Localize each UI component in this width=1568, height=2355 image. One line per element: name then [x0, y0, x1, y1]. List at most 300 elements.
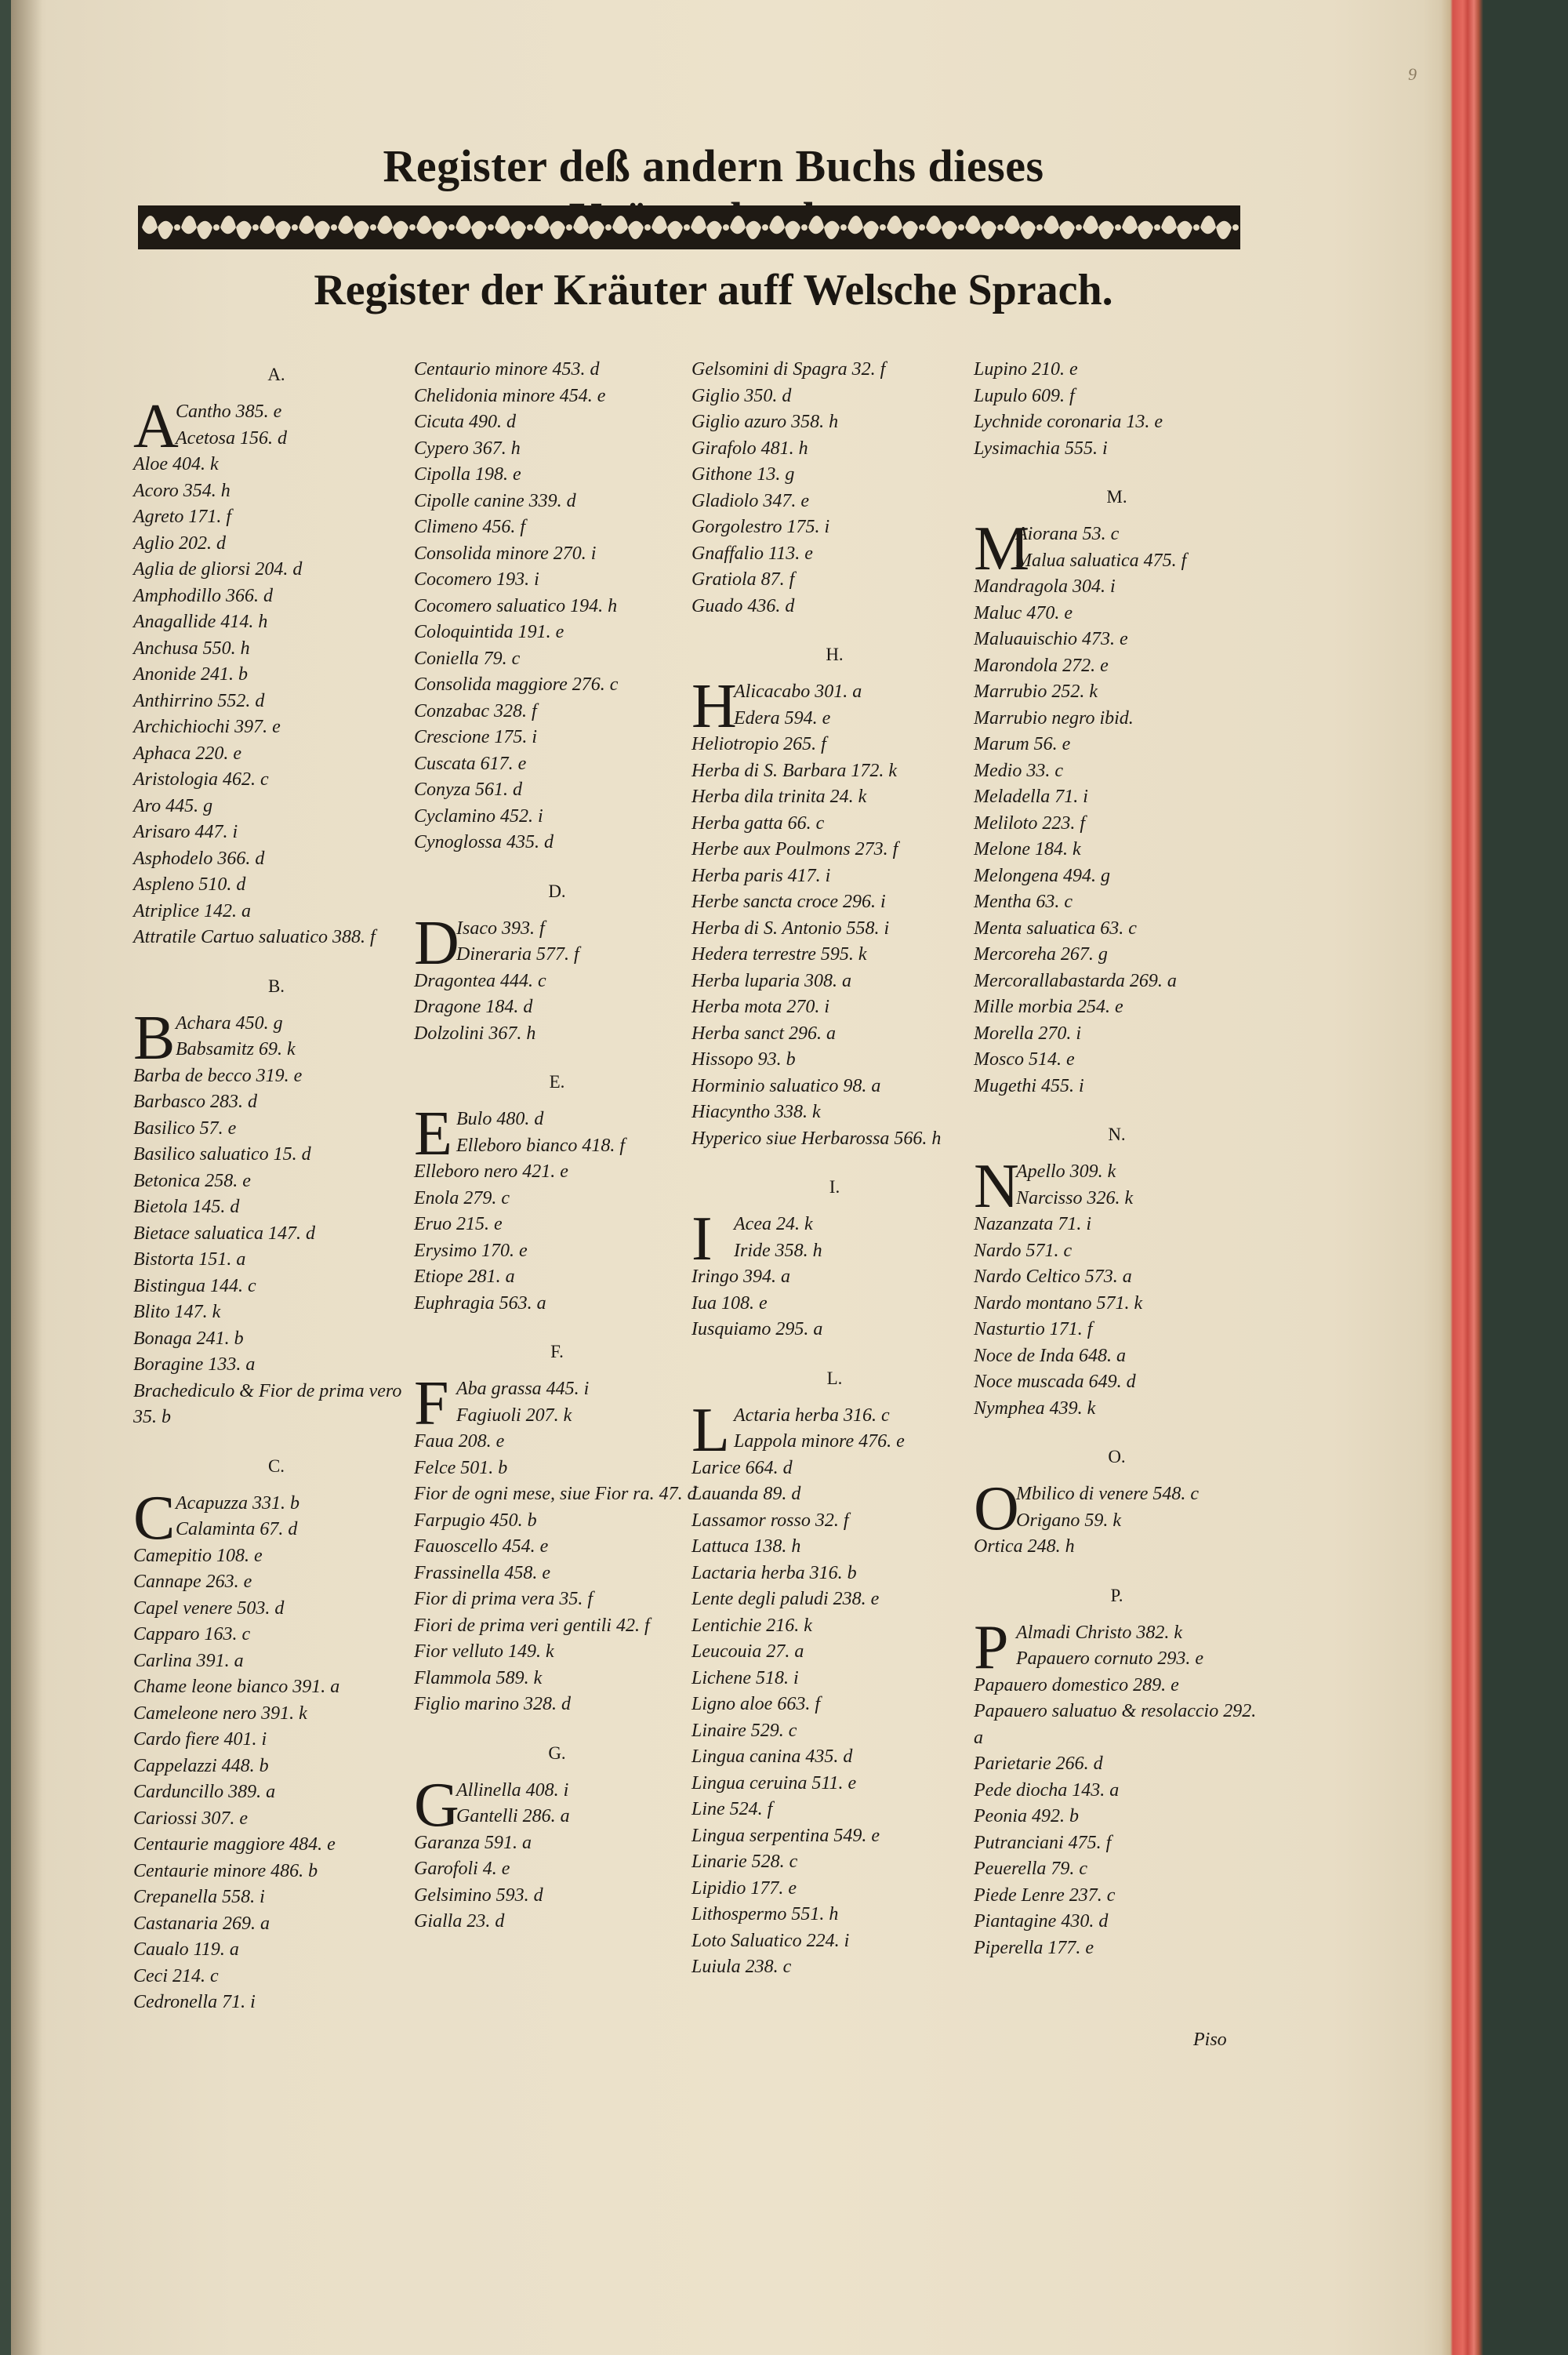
entry-text: Crepanella 558. i — [133, 1887, 265, 1907]
ornament-dot — [370, 224, 376, 231]
section-gap — [414, 1047, 700, 1064]
entry-text: Lassamor rosso 32. f — [691, 1510, 849, 1531]
ornament-dot — [331, 224, 337, 231]
index-entry — [974, 1369, 1260, 1396]
entry-text: Mosco 514. e — [974, 1049, 1075, 1070]
entry-text: Lychnide coronaria 13. e — [974, 412, 1163, 432]
entry-text: Noce muscada 649. d — [974, 1372, 1136, 1392]
catchword: Piso — [1193, 2030, 1227, 2050]
drop-initial: N — [974, 1152, 1019, 1221]
index-entry — [974, 1508, 1260, 1535]
entry-text: Frassinella 458. e — [414, 1562, 550, 1583]
entry-text: Linaire 529. c — [691, 1720, 797, 1741]
entry-text: Fior de ogni mese, siue Fior ra. 47. d — [414, 1484, 697, 1504]
index-entry — [414, 462, 700, 489]
entry-text: Dragontea 444. c — [414, 970, 546, 991]
entry-text: Crescione 175. i — [414, 727, 538, 747]
index-entry — [414, 567, 700, 594]
entry-text: Herbe aux Poulmons 273. f — [691, 839, 898, 860]
ornament-dot — [605, 224, 612, 231]
entry-text: Luiula 238. c — [691, 1957, 792, 1977]
ornament-dot — [840, 224, 847, 231]
entry-text: Larice 664. d — [691, 1457, 793, 1478]
entry-text: Cannape 263. e — [133, 1572, 252, 1592]
entry-text: Ortica 248. h — [974, 1536, 1075, 1557]
index-section — [974, 1583, 1260, 1979]
index-entry — [974, 1883, 1260, 1910]
index-entry — [133, 1037, 419, 1063]
entry-text: Isaco 393. f — [456, 918, 545, 939]
entry-text: Herba dila trinita 24. k — [691, 787, 867, 807]
index-entry — [133, 925, 419, 951]
folio-mark: 9 — [1408, 64, 1417, 84]
ornament-dot — [644, 224, 651, 231]
index-entry — [974, 1074, 1260, 1100]
index-entry — [414, 1804, 700, 1830]
entry-text: Fauoscello 454. e — [414, 1536, 549, 1557]
entry-text: Lentichie 216. k — [691, 1615, 812, 1636]
section-gap — [974, 1099, 1260, 1117]
entry-text: Githone 13. g — [691, 464, 795, 485]
index-entry — [414, 646, 700, 673]
index-entry — [691, 1876, 978, 1903]
entry-text: Allinella 408. i — [456, 1779, 569, 1801]
ornament-dot — [527, 224, 533, 231]
ornament-band — [138, 205, 1240, 249]
entry-text: Coniella 79. c — [414, 648, 521, 669]
index-entry — [974, 1264, 1260, 1291]
index-entry — [133, 1884, 419, 1911]
index-section — [414, 1740, 700, 1953]
drop-initial: G — [414, 1770, 459, 1840]
index-entry — [691, 1797, 978, 1823]
entry-text: Herba paris 417. i — [691, 865, 831, 886]
index-entry — [414, 1403, 700, 1430]
index-entry — [974, 679, 1260, 706]
entry-text: Papauero cornuto 293. e — [1016, 1648, 1204, 1669]
entry-text: Cynoglossa 435. d — [414, 832, 554, 852]
index-entry — [691, 357, 978, 383]
index-section — [974, 1444, 1260, 1578]
entry-text: Loto Saluatico 224. i — [691, 1930, 850, 1951]
entry-text: Cuscata 617. e — [414, 753, 527, 774]
entry-text: Fagiuoli 207. k — [456, 1405, 572, 1426]
ornament-dot — [880, 224, 886, 231]
index-entry — [691, 863, 978, 890]
entry-text: Marrubio negro ibid. — [974, 707, 1134, 729]
entry-text: Bietace saluatica 147. d — [133, 1223, 315, 1244]
entry-text: Aglio 202. d — [133, 532, 226, 554]
ornament-dot — [997, 224, 1004, 231]
index-section — [974, 1121, 1260, 1439]
entry-text: Nymphea 439. k — [974, 1397, 1096, 1419]
index-entry — [133, 820, 419, 846]
drop-initial: D — [414, 908, 459, 978]
entry-text: Atriplice 142. a — [133, 900, 251, 921]
entry-text: Lappola minore 476. e — [734, 1431, 905, 1452]
index-entry — [133, 1701, 419, 1728]
index-entry — [133, 1517, 419, 1543]
index-entry — [974, 732, 1260, 758]
index-entry — [414, 994, 700, 1021]
entry-text: Archichiochi 397. e — [133, 717, 281, 737]
entry-text: Edera 594. e — [734, 707, 831, 729]
index-entry — [414, 672, 700, 699]
index-entry — [691, 1508, 978, 1535]
entry-text: Enola 279. c — [414, 1187, 510, 1208]
entry-text: Cicuta 490. d — [414, 412, 516, 432]
ornament-dot — [1076, 224, 1082, 231]
index-entry — [414, 594, 700, 620]
ornament-dot — [762, 224, 768, 231]
index-entry — [414, 804, 700, 830]
index-entry — [974, 383, 1260, 410]
entry-text: Ceci 214. c — [133, 1965, 219, 1986]
entry-text: Nazanzata 71. i — [974, 1214, 1092, 1234]
index-entry — [974, 994, 1260, 1021]
index-entry — [974, 863, 1260, 890]
entry-text: Peonia 492. b — [974, 1806, 1079, 1826]
index-entry — [133, 1832, 419, 1859]
entry-text: Cyclamino 452. i — [414, 805, 543, 827]
entry-text: Menta saluatica 63. c — [974, 918, 1137, 939]
entry-text: Iringo 394. a — [691, 1267, 790, 1287]
index-entry — [414, 1883, 700, 1910]
entry-text: Piperella 177. e — [974, 1937, 1094, 1958]
entry-text: Capparo 163. c — [133, 1624, 251, 1645]
entry-text: Cardo fiere 401. i — [133, 1729, 267, 1750]
index-entry — [414, 620, 700, 646]
entry-text: Consolida maggiore 276. c — [414, 674, 619, 695]
index-entry — [691, 1047, 978, 1074]
entry-text: Herba luparia 308. a — [691, 970, 851, 991]
index-entry — [414, 830, 700, 856]
entry-text: Fior di prima vera 35. f — [414, 1589, 593, 1609]
entry-text: Bistingua 144. c — [133, 1275, 256, 1296]
entry-text: Piantagine 430. d — [974, 1911, 1109, 1932]
entry-text: Marondola 272. e — [974, 655, 1109, 676]
entry-text: Iride 358. h — [734, 1240, 822, 1261]
index-entry — [974, 1021, 1260, 1048]
index-section — [974, 357, 1260, 479]
index-entry — [414, 514, 700, 541]
index-entry — [691, 409, 978, 436]
entry-text: Apello 309. k — [1016, 1161, 1116, 1182]
ornament-dot — [292, 224, 298, 231]
entry-text: Lauanda 89. d — [691, 1484, 801, 1504]
ornament-dot — [1232, 224, 1239, 231]
entry-text: Chame leone bianco 391. a — [133, 1677, 340, 1697]
entry-text: Melone 184. k — [974, 839, 1081, 860]
index-entry — [974, 627, 1260, 653]
entry-text: Bulo 480. d — [456, 1109, 544, 1129]
index-entry — [133, 1648, 419, 1675]
index-entry — [133, 1247, 419, 1274]
ornament-dot — [252, 224, 259, 231]
index-entry — [414, 725, 700, 751]
entry-text: Horminio saluatico 98. a — [691, 1075, 881, 1096]
index-entry — [974, 1804, 1260, 1830]
index-entry — [414, 1212, 700, 1238]
index-entry — [691, 969, 978, 995]
entry-text: Conzabac 328. f — [414, 700, 537, 721]
ornament-dot — [566, 224, 572, 231]
entry-text: Boragine 133. a — [133, 1354, 256, 1375]
entry-text: Anagallide 414. h — [133, 612, 268, 632]
entry-text: Arisaro 447. i — [133, 822, 238, 842]
entry-text: Anonide 241. b — [133, 664, 248, 685]
section-gap — [974, 1961, 1260, 1979]
entry-text: Calaminta 67. d — [176, 1519, 298, 1539]
index-entry — [414, 383, 700, 410]
index-entry — [133, 1569, 419, 1596]
index-entry — [133, 609, 419, 636]
index-entry — [133, 1299, 419, 1326]
entry-text: Gladiolo 347. e — [691, 490, 809, 511]
entry-text: Leucouia 27. a — [691, 1641, 804, 1662]
section-gap — [414, 1935, 700, 1953]
entry-text: Nardo montano 571. k — [974, 1292, 1143, 1314]
index-entry — [691, 811, 978, 838]
entry-text: Basilico saluatico 15. d — [133, 1144, 311, 1165]
index-column-2 — [414, 357, 700, 1953]
entry-text: Cameleone nero 391. k — [133, 1703, 307, 1724]
entry-text: Mandragola 304. i — [974, 576, 1116, 597]
ornament-dot — [213, 224, 220, 231]
entry-text: Babsamitz 69. k — [176, 1039, 296, 1059]
index-entry — [133, 1116, 419, 1143]
index-entry — [133, 478, 419, 505]
index-entry — [974, 653, 1260, 680]
index-section — [691, 1174, 978, 1361]
ornament-dot — [1036, 224, 1043, 231]
index-entry — [414, 1666, 700, 1692]
entry-text: Lichene 518. i — [691, 1667, 799, 1688]
index-entry — [414, 751, 700, 778]
entry-text: Acetosa 156. d — [176, 427, 287, 449]
section-gap — [691, 1343, 978, 1361]
ornament-dot — [1154, 224, 1160, 231]
entry-text: Cariossi 307. e — [133, 1808, 249, 1829]
index-entry — [691, 1021, 978, 1048]
index-entry — [414, 1481, 700, 1508]
index-entry — [691, 1238, 978, 1265]
entry-text: Papauero domestico 289. e — [974, 1674, 1179, 1695]
index-entry — [133, 689, 419, 715]
entry-text: Bistorta 151. a — [133, 1249, 246, 1270]
index-entry — [974, 1238, 1260, 1265]
entry-text: Chelidonia minore 454. e — [414, 385, 606, 406]
index-entry — [133, 1964, 419, 1990]
entry-text: Putranciani 475. f — [974, 1832, 1112, 1853]
index-entry — [133, 1352, 419, 1379]
entry-text: Centaurie minore 486. b — [133, 1860, 318, 1881]
index-entry — [414, 1508, 700, 1535]
index-entry — [133, 504, 419, 531]
entry-text: Mentha 63. c — [974, 892, 1073, 912]
index-entry — [691, 942, 978, 969]
entry-text: Parietarie 266. d — [974, 1754, 1103, 1774]
index-entry — [414, 1133, 700, 1160]
index-entry — [974, 409, 1260, 436]
entry-text: Barbasco 283. d — [133, 1092, 257, 1112]
index-entry — [691, 837, 978, 863]
index-section — [691, 641, 978, 1169]
index-entry — [691, 541, 978, 568]
index-entry — [974, 758, 1260, 785]
entry-text: Lingua canina 435. d — [691, 1746, 853, 1767]
entry-text: Mille morbia 254. e — [974, 997, 1123, 1017]
index-entry — [414, 1692, 700, 1718]
index-entry — [414, 1613, 700, 1640]
drop-initial: H — [691, 672, 737, 741]
entry-text: Anchusa 550. h — [133, 638, 250, 659]
entry-text: Lente degli paludi 238. e — [691, 1589, 880, 1609]
entry-text: Herbe sancta croce 296. i — [691, 892, 886, 912]
entry-text: Anthirrino 552. d — [133, 690, 265, 711]
entry-text: Achara 450. g — [176, 1012, 283, 1034]
index-entry — [133, 1142, 419, 1168]
entry-text: Origano 59. k — [1016, 1510, 1121, 1531]
drop-initial: O — [974, 1474, 1019, 1543]
index-entry — [414, 489, 700, 515]
entry-text: Gelsomini di Spagra 32. f — [691, 359, 886, 380]
index-entry — [974, 1830, 1260, 1857]
entry-text: Almadi Christo 382. k — [1016, 1622, 1183, 1643]
entry-text: Hedera terrestre 595. k — [691, 944, 867, 965]
index-entry — [974, 1646, 1260, 1673]
index-section — [974, 484, 1260, 1117]
ornament-dot — [1193, 224, 1200, 231]
entry-text: Maluc 470. e — [974, 602, 1073, 623]
entry-text: Iusquiamo 295. a — [691, 1319, 823, 1339]
entry-text: Aba grassa 445. i — [456, 1379, 590, 1399]
index-column-1 — [133, 357, 419, 2033]
entry-text: Giglio 350. d — [691, 385, 792, 406]
index-entry — [974, 601, 1260, 627]
index-entry — [974, 1291, 1260, 1317]
entry-text: Giglio azuro 358. h — [691, 412, 839, 432]
entry-text: Consolida minore 270. i — [414, 543, 597, 564]
entry-text: Cocomero saluatico 194. h — [414, 595, 618, 616]
entry-text: Ligno aloe 663. f — [691, 1694, 821, 1714]
index-entry — [691, 594, 978, 620]
section-letter: M. — [1106, 487, 1127, 507]
index-entry — [691, 1291, 978, 1317]
ornament-dot — [409, 224, 416, 231]
entry-text: Felce 501. b — [414, 1457, 508, 1478]
section-gap — [133, 1431, 419, 1448]
section-gap — [974, 1561, 1260, 1578]
entry-text: Centaurio minore 453. d — [414, 359, 600, 380]
index-entry — [133, 846, 419, 873]
entry-text: Nasturtio 171. f — [974, 1319, 1093, 1339]
index-entry — [974, 1317, 1260, 1343]
drop-initial: M — [974, 514, 1030, 583]
index-entry — [133, 662, 419, 689]
section-letter: O. — [1108, 1447, 1126, 1466]
index-section — [133, 362, 419, 969]
index-entry — [691, 1718, 978, 1745]
index-entry — [691, 462, 978, 489]
drop-initial: I — [691, 1205, 713, 1274]
index-entry — [133, 741, 419, 768]
ornament-dot — [684, 224, 690, 231]
index-entry — [691, 1902, 978, 1928]
register-title: Register deß andern Buchs dieses — [383, 140, 1044, 191]
entry-text: Farpugio 450. b — [414, 1510, 537, 1531]
index-entry — [133, 714, 419, 741]
section-letter: B. — [267, 976, 285, 996]
entry-text: Aloe 404. k — [133, 454, 219, 474]
index-entry — [133, 557, 419, 583]
index-entry — [133, 531, 419, 558]
index-entry — [691, 567, 978, 594]
entry-text: Morella 270. i — [974, 1023, 1082, 1044]
entry-text: Peuerella 79. c — [974, 1859, 1088, 1879]
entry-text: Dragone 184. d — [414, 997, 533, 1017]
index-entry — [974, 1935, 1260, 1962]
drop-initial: B — [133, 1003, 176, 1073]
entry-text: Gratiola 87. f — [691, 569, 795, 590]
entry-text: Elleboro nero 421. e — [414, 1161, 568, 1182]
index-entry — [974, 942, 1260, 969]
entry-text: Blito 147. k — [133, 1302, 221, 1322]
entry-text: Euphragia 563. a — [414, 1292, 546, 1314]
index-entry — [414, 942, 700, 969]
index-entry — [133, 1221, 419, 1248]
index-entry — [414, 1639, 700, 1666]
section-gap — [133, 951, 419, 969]
entry-text: Gantelli 286. a — [456, 1806, 570, 1826]
index-entry — [974, 837, 1260, 863]
index-entry — [691, 1456, 978, 1482]
ornament-dot — [1115, 224, 1121, 231]
index-entry — [974, 1047, 1260, 1074]
entry-text: Nardo 571. c — [974, 1240, 1073, 1261]
index-entry — [414, 1586, 700, 1613]
index-entry — [974, 969, 1260, 995]
index-entry — [691, 1771, 978, 1797]
section-letter: C. — [267, 1456, 285, 1476]
index-entry — [691, 1074, 978, 1100]
entry-text: Maluauischio 473. e — [974, 629, 1128, 649]
index-entry — [133, 1274, 419, 1300]
index-entry — [974, 811, 1260, 838]
entry-text: Betonica 258. e — [133, 1170, 251, 1191]
entry-text: Camepitio 108. e — [133, 1545, 263, 1566]
entry-text: Cocomero 193. i — [414, 569, 539, 590]
index-entry — [414, 436, 700, 463]
drop-initial: C — [133, 1483, 176, 1553]
index-entry — [691, 1561, 978, 1587]
entry-text: Brachediculo & Fior de prima vero 35. b — [133, 1380, 402, 1427]
index-entry — [133, 1990, 419, 2016]
entry-text: Gnaffalio 113. e — [691, 543, 813, 564]
index-entry — [133, 426, 419, 452]
index-entry — [133, 1727, 419, 1754]
entry-text: Fior velluto 149. k — [414, 1641, 554, 1662]
ornament-dot — [919, 224, 925, 231]
index-entry — [133, 872, 419, 899]
index-entry — [691, 1534, 978, 1561]
section-gap — [133, 2016, 419, 2033]
index-entry — [691, 489, 978, 515]
index-entry — [133, 767, 419, 794]
entry-text: Barba de becco 319. e — [133, 1065, 303, 1086]
entry-text: Faua 208. e — [414, 1431, 505, 1452]
index-entry — [133, 1779, 419, 1806]
